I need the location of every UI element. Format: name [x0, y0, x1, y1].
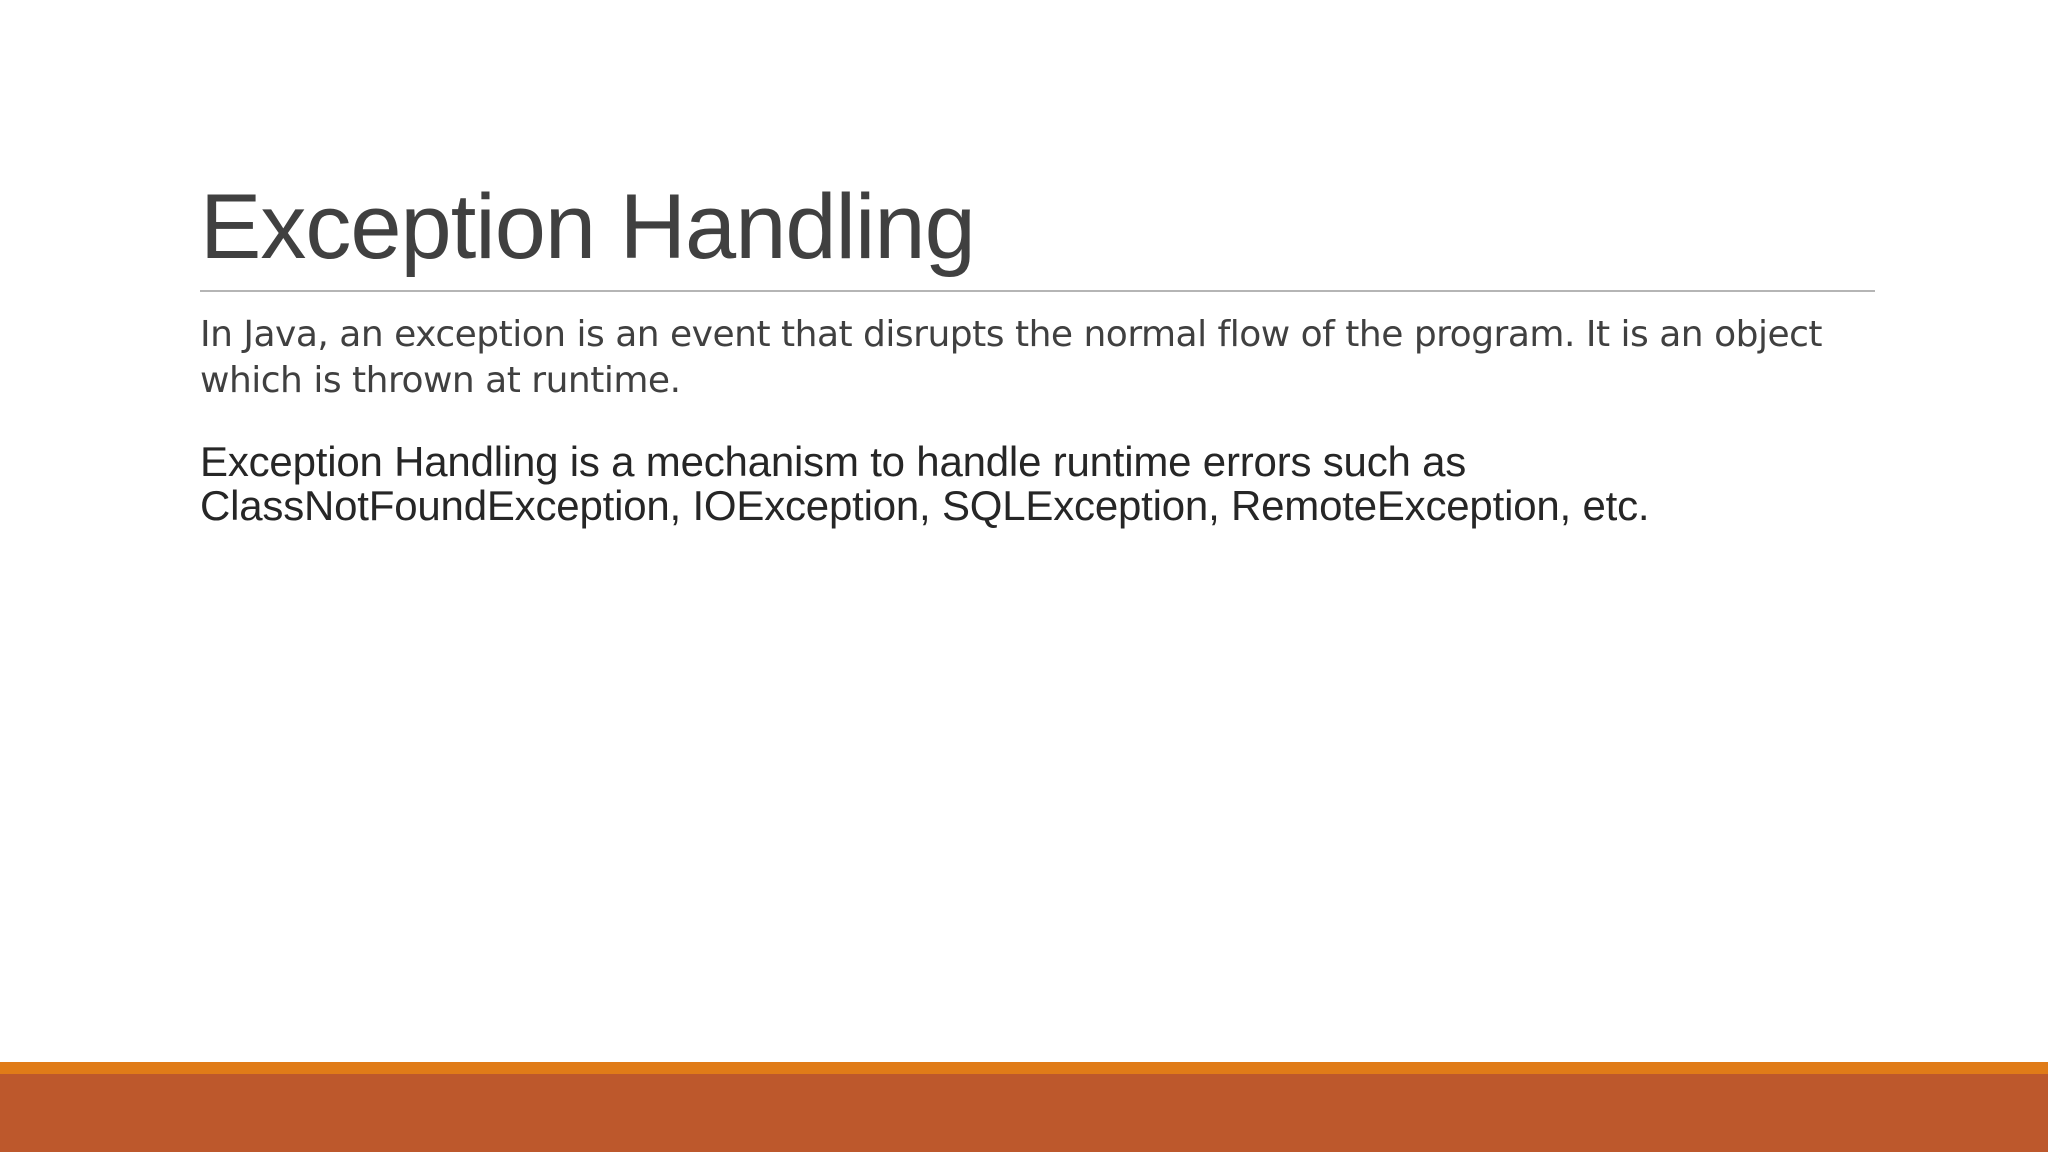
slide-body [200, 312, 1860, 528]
body-paragraph-mechanism: Exception Handling is a mechanism to handle runtime errors such as ClassNotFoundException, IOException, SQLException, RemoteException, etc. [200, 438, 1650, 529]
slide-title: Exception Handling [200, 176, 975, 278]
footer-accent-band-bottom [0, 1074, 2048, 1152]
footer-accent-band-top [0, 1062, 2048, 1074]
body-paragraph-definition: In Java, an exception is an event that disrupts the normal flow of the program. It is an object which is thrown at runtime. [200, 314, 1822, 401]
title-divider [200, 290, 1875, 292]
